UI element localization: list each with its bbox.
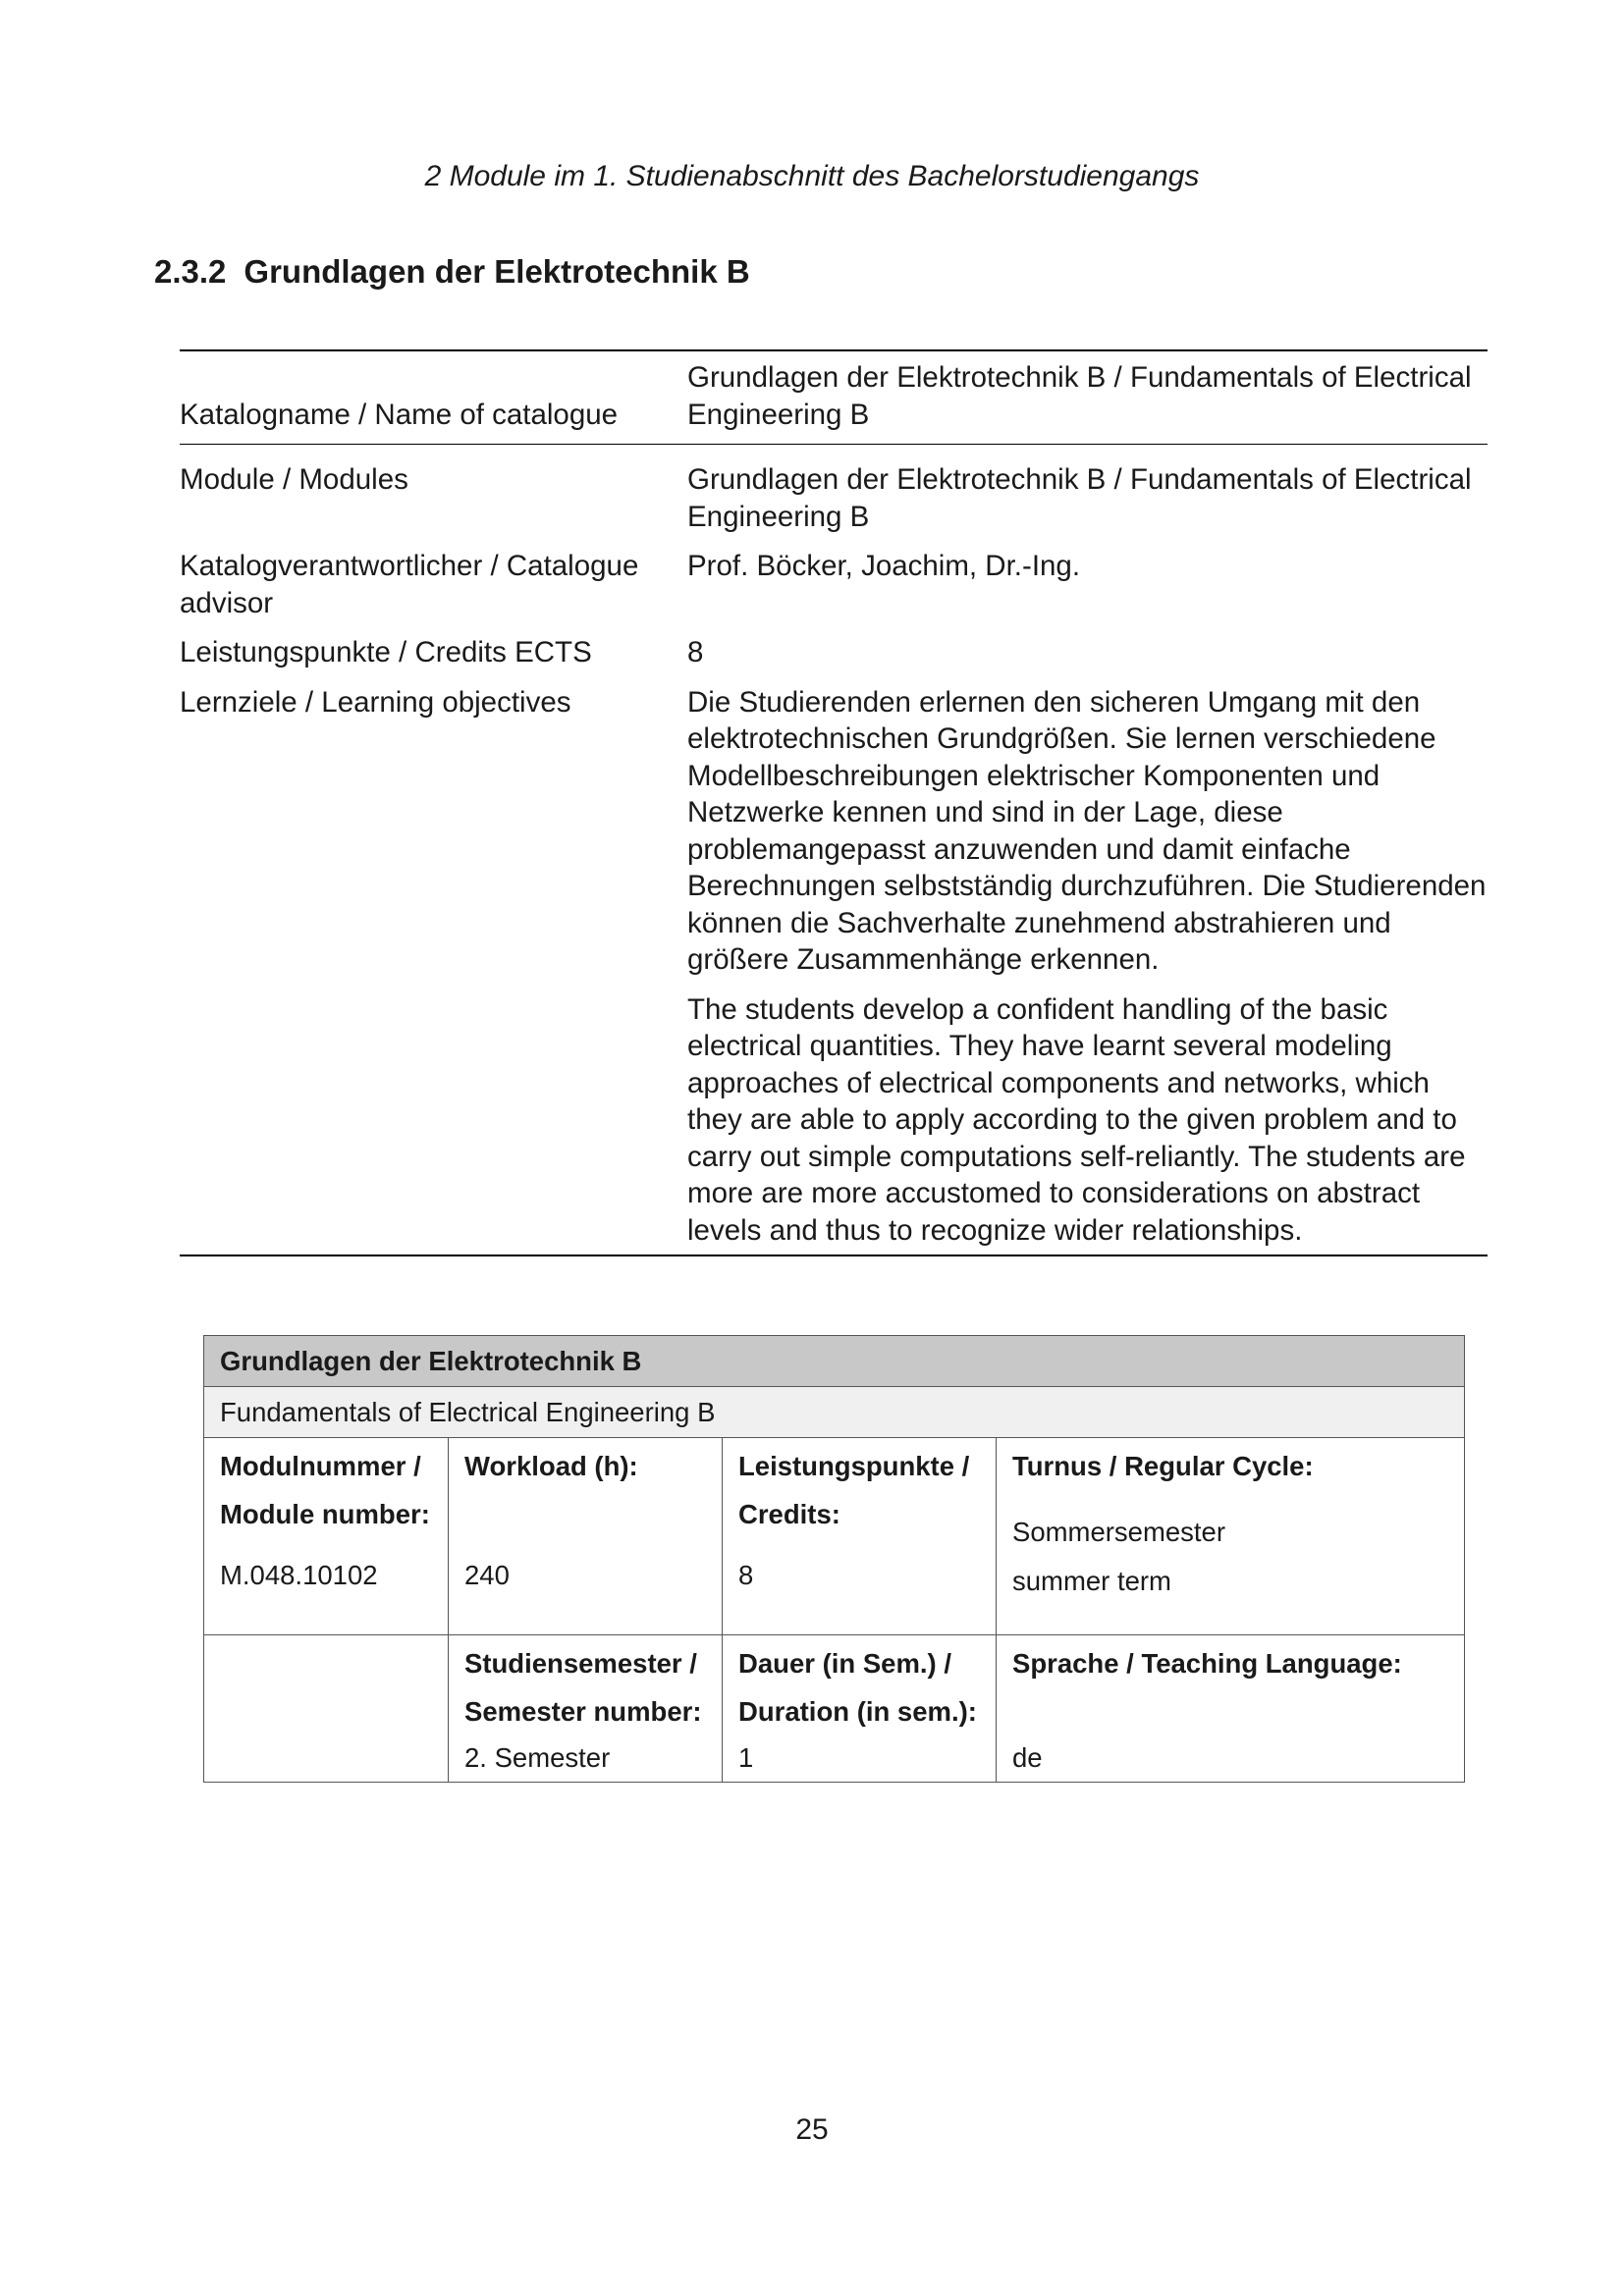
cell-header: Sprache / Teaching Language: bbox=[1012, 1648, 1402, 1679]
cell-header: Leistungspunkte / bbox=[738, 1451, 970, 1481]
workload-cell bbox=[449, 1438, 723, 1634]
cell-header: Studiensemester / bbox=[464, 1648, 697, 1679]
credits-value: 8 bbox=[738, 1560, 754, 1590]
module-number-value: M.048.10102 bbox=[220, 1560, 378, 1590]
language-cell bbox=[997, 1635, 1464, 1782]
duration-value: 1 bbox=[738, 1742, 754, 1773]
duration-cell bbox=[723, 1635, 997, 1782]
cell-header: Modulnummer / bbox=[220, 1451, 421, 1481]
cell-header: Turnus / Regular Cycle: bbox=[1012, 1451, 1314, 1481]
cell-header: Duration (in sem.): bbox=[738, 1696, 977, 1727]
row-value: Grundlagen der Elektrotechnik B / Fundamentals of Electrical Engineering B bbox=[687, 463, 1472, 533]
cell-header: Module number: bbox=[220, 1499, 430, 1529]
empty-cell bbox=[204, 1635, 449, 1782]
cell-header: Dauer (in Sem.) / bbox=[738, 1648, 951, 1679]
objectives-german: Die Studierenden erlernen den sicheren Umgang mit den elektrotechnischen Grundgrößen. Sie lernen verschiedene Modellbeschreibungen elektrischer Komponenten und Netzwerke kennen und sind in der Lage, diese problemangepasst anzuwenden und damit einfache Berechnungen selbstständig durchzuführen. Die Studierenden können die Sachverhalte zunehmend abstrahieren und größere Zusammenhänge erkennen. bbox=[687, 685, 1487, 976]
row-value bbox=[687, 684, 1488, 1250]
module-number-cell bbox=[204, 1438, 449, 1634]
cell-header: Semester number: bbox=[464, 1696, 702, 1727]
catalogue-header-row bbox=[180, 351, 1488, 444]
module-info-box bbox=[203, 1335, 1465, 1783]
credits-cell bbox=[723, 1438, 997, 1634]
table-rule-bottom bbox=[180, 1255, 1488, 1256]
row-value: 8 bbox=[687, 636, 704, 668]
cell-header: Credits: bbox=[738, 1499, 840, 1529]
module-box-title: Grundlagen der Elektrotechnik B bbox=[204, 1336, 1464, 1387]
catalogue-row-advisor bbox=[180, 535, 1488, 621]
section-number: 2.3.2 bbox=[154, 253, 227, 290]
catalogue-row-objectives bbox=[180, 671, 1488, 1255]
cycle-cell bbox=[997, 1438, 1464, 1634]
cycle-value-english: summer term bbox=[1012, 1566, 1171, 1596]
catalogue-row-credits bbox=[180, 621, 1488, 671]
row-label: Katalogverantwortlicher / Catalogue advisor bbox=[180, 550, 639, 619]
workload-value: 240 bbox=[464, 1560, 510, 1590]
running-head: 2 Module im 1. Studienabschnitt des Bachelorstudiengangs bbox=[424, 160, 1200, 192]
catalogue-header-label: Katalogname / Name of catalogue bbox=[180, 398, 619, 431]
section-title bbox=[154, 253, 750, 291]
module-box-subtitle: Fundamentals of Electrical Engineering B bbox=[204, 1387, 1464, 1438]
catalogue-table bbox=[180, 349, 1488, 1256]
page-number: 25 bbox=[795, 2113, 829, 2146]
cell-header: Workload (h): bbox=[464, 1451, 638, 1481]
objectives-english: The students develop a confident handling of the basic electrical quantities. They have learnt several modeling approaches of electrical components and networks, which they are able to apply according to the given problem and to carry out simple computations self-reliantly. The students are more are more accustomed to considerations on abstract levels and thus to recognize wider relationships. bbox=[687, 992, 1466, 1247]
section-title-text: Grundlagen der Elektrotechnik B bbox=[244, 253, 750, 290]
cycle-value-german: Sommersemester bbox=[1012, 1517, 1225, 1547]
semester-cell bbox=[449, 1635, 723, 1782]
catalogue-row-module bbox=[180, 445, 1488, 535]
module-box-row-1 bbox=[204, 1438, 1464, 1635]
language-value: de bbox=[1012, 1742, 1043, 1773]
row-label: Leistungspunkte / Credits ECTS bbox=[180, 636, 592, 668]
catalogue-header-value: Grundlagen der Elektrotechnik B / Fundamentals of Electrical Engineering B bbox=[687, 361, 1472, 431]
row-label: Lernziele / Learning objectives bbox=[180, 685, 571, 719]
row-value: Prof. Böcker, Joachim, Dr.-Ing. bbox=[687, 550, 1081, 582]
semester-value: 2. Semester bbox=[464, 1742, 611, 1773]
module-box-row-2 bbox=[204, 1635, 1464, 1782]
row-label: Module / Modules bbox=[180, 463, 408, 496]
